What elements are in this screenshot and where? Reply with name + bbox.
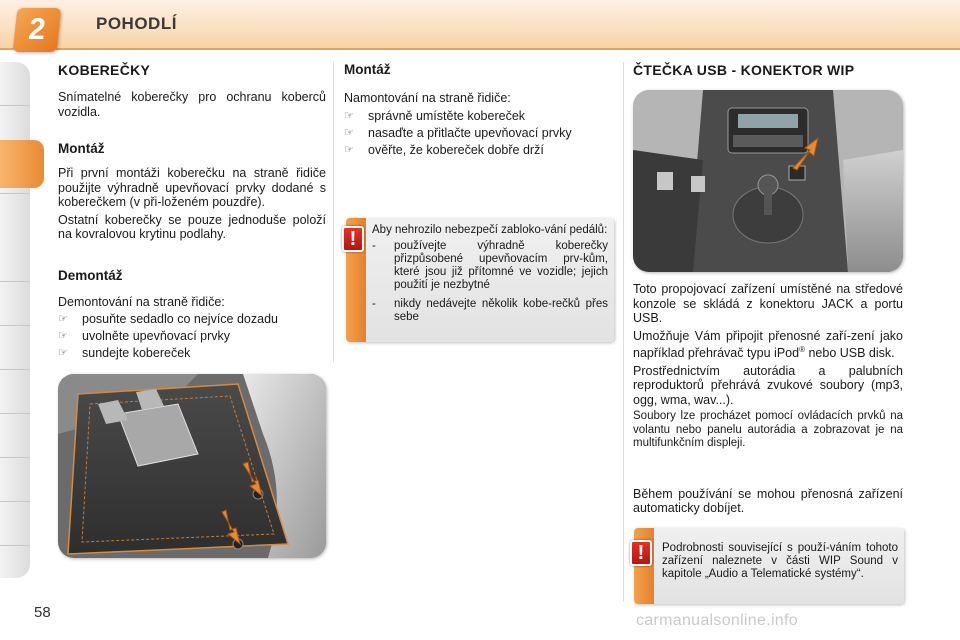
pedal-warning-box bbox=[346, 218, 614, 342]
console-illustration bbox=[633, 90, 903, 272]
header-underline bbox=[0, 48, 960, 50]
pointing-hand-icon: ☞ bbox=[344, 143, 354, 156]
floor-mats-section bbox=[58, 62, 326, 362]
intro-text: Snímatelné koberečky pro ochranu koberců vozidla. bbox=[58, 90, 326, 119]
pointing-hand-icon: ☞ bbox=[58, 347, 68, 359]
watermark: carmanualsonline.info bbox=[636, 612, 798, 629]
removal-intro: Demontování na straně řidiče: bbox=[58, 294, 225, 309]
removal-heading: Demontáž bbox=[58, 267, 123, 283]
list-item: - používejte výhradně koberečky přizpůsobené upevňovacím prv-kům, které jsou již přítomné ve vozidle; jejich použití je nezbytné bbox=[372, 240, 608, 291]
list-item: ☞ uvolněte upevňovací prvky bbox=[58, 329, 231, 343]
list-item: ☞ správně umístěte kobereček bbox=[344, 108, 526, 123]
warning-icon: ! bbox=[630, 540, 652, 566]
install-text: Ostatní koberečky se pouze jednoduše položí na kovralovou krytinu podlahy. bbox=[58, 212, 326, 241]
chapter-tab[interactable] bbox=[0, 458, 30, 502]
chapter-tab[interactable] bbox=[0, 282, 30, 326]
pointing-hand-icon: ☞ bbox=[344, 109, 354, 122]
usb-text: Soubory lze procházet pomocí ovládacích prvků na volantu nebo panelu autorádia a zobrazovat je na multifunkčním displeji. bbox=[633, 410, 903, 450]
usb-text: Umožňuje Vám připojit přenosné zaří-zení jako například přehrávač typu iPod® nebo USB disk. bbox=[633, 328, 903, 361]
list-item: ☞ sundejte kobereček bbox=[58, 346, 191, 360]
chapter-title: POHODLÍ bbox=[96, 14, 177, 33]
chapter-tab[interactable] bbox=[0, 414, 30, 458]
chapter-tab[interactable] bbox=[0, 502, 30, 546]
section-title: ČTEČKA USB - KONEKTOR WIP bbox=[633, 62, 855, 78]
usb-description bbox=[633, 282, 903, 516]
chapter-tab[interactable] bbox=[0, 370, 30, 414]
usb-text: Prostřednictvím autorádia a palubních reproduktorů přehrává zvukové soubory (mp3, ogg, wma, wav...). bbox=[633, 363, 903, 407]
list-item: ☞ nasaďte a přitlačte upevňovací prvky bbox=[344, 125, 572, 140]
mounting-intro: Namontování na straně řidiče: bbox=[344, 91, 511, 105]
usb-text: Během používání se mohou přenosná zařízení automaticky dobíjet. bbox=[633, 486, 903, 516]
chapter-tab-active[interactable] bbox=[0, 140, 44, 188]
pointing-hand-icon: ☞ bbox=[344, 126, 354, 139]
warning-icon: ! bbox=[342, 226, 364, 252]
pointing-hand-icon: ☞ bbox=[58, 313, 68, 325]
chapter-number: 2 bbox=[26, 13, 48, 46]
floor-mat-photo bbox=[58, 374, 326, 558]
page-number: 58 bbox=[34, 604, 51, 621]
install-text: Při první montáži koberečku na straně řidiče použijte výhradně upevňovací prvky dodané s koberečkem (v při-loženém pouzdře). bbox=[58, 166, 326, 209]
chapter-tab[interactable] bbox=[0, 326, 30, 370]
warning-text: Aby nehrozilo nebezpečí zabloko-vání pedálů: - používejte výhradně koberečky přizpůsobené upevňovacím prv-kům, které jsou již přítomné ve vozidle; jejich použití je nezbytné - nikdy nedávejte několik kobe-rečků přes sebe bbox=[372, 224, 608, 323]
list-item: ☞ posuňte sedadlo co nejvíce dozadu bbox=[58, 312, 278, 326]
install-heading: Montáž bbox=[58, 141, 105, 156]
list-item: - nikdy nedávejte několik kobe-rečků přes sebe bbox=[372, 298, 608, 323]
chapter-tab[interactable] bbox=[0, 62, 30, 106]
floor-mat-illustration bbox=[58, 374, 326, 558]
wip-info-box bbox=[634, 528, 904, 604]
list-item: ☞ ověřte, že kobereček dobře drží bbox=[344, 142, 544, 157]
column-divider bbox=[333, 62, 334, 362]
section-title: KOBEREČKY bbox=[58, 62, 151, 78]
chapter-tab[interactable] bbox=[0, 238, 30, 282]
chapter-badge bbox=[13, 8, 62, 52]
pointing-hand-icon: ☞ bbox=[58, 330, 68, 342]
center-console-photo bbox=[633, 90, 903, 272]
usb-reader-section bbox=[633, 62, 903, 78]
mounting-heading: Montáž bbox=[344, 62, 391, 77]
column-divider bbox=[623, 62, 624, 602]
usb-text: Toto propojovací zařízení umístěné na středové konzole se skládá z konektoru JACK a portu USB. bbox=[633, 282, 903, 325]
warning-text: Podrobnosti související s použí-váním tohoto zařízení naleznete v části WIP Sound v kapitole „Audio a Telematické systémy“. bbox=[662, 542, 898, 580]
mounting-section bbox=[344, 62, 614, 159]
